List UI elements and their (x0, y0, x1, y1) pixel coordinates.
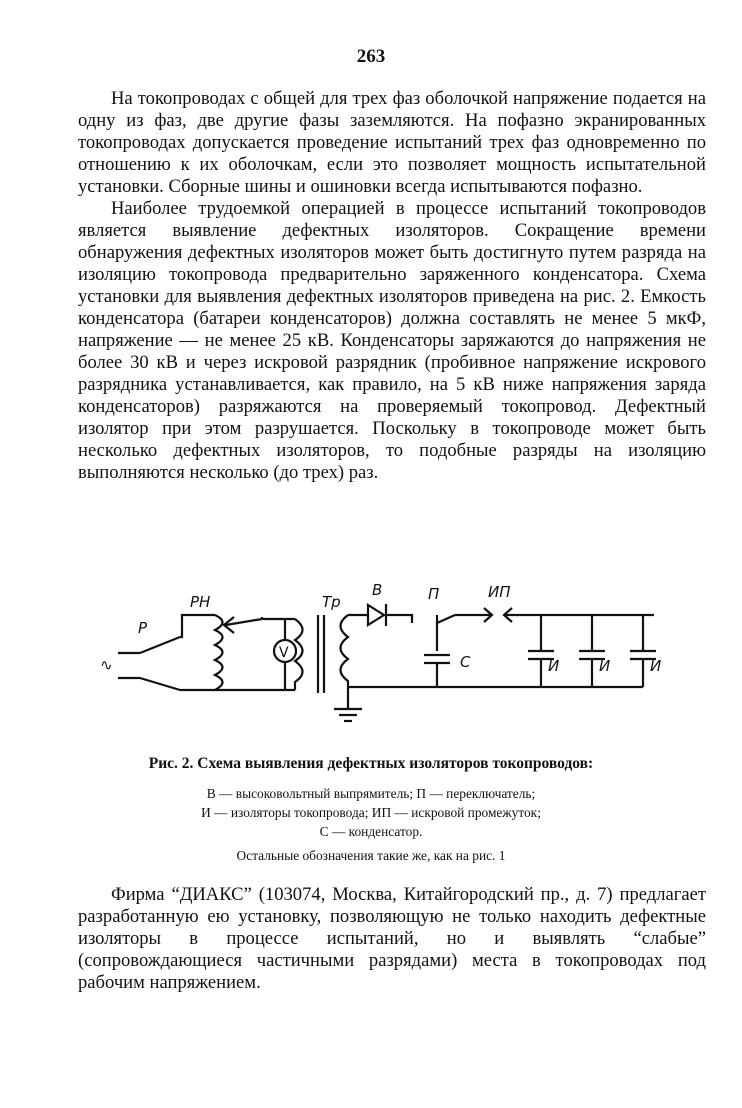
rectifier-diode (368, 605, 384, 625)
figure-caption-title: Рис. 2. Схема выявления дефектных изоляторов токопроводов: (148, 755, 594, 772)
paragraph: Наиболее трудоемкой операцией в процессе испытаний токопроводов является выявление дефектных изоляторов. Сокращение времени обнаружения дефектных изоляторов может быть достигнуто путем разряда на изоляцию токопровода предварительно заряженного конденсатора. Схема установки для выявления дефектных изоляторов приведена на рис. 2. Емкость конденсатора (батареи конденсаторов) должна составлять не менее 5 мкФ, напряжение — не менее 25 кВ. Конденсаторы заряжаются до напряжения не более 30 кВ и через искровой разрядник (пробивное напряжение искрового разрядника устанавливается, как правило, на 5 кВ ниже напряжения заряда конденсаторов) разряжаются на проверяемый токопровод. Дефектный изолятор при этом разрушается. Поскольку в токопроводе может быть несколько дефектных изоляторов, то подобные разряды на изоляцию выполняются несколько (до трех) раз. (78, 198, 706, 483)
wire (386, 615, 412, 623)
commutator-label: П (428, 585, 440, 603)
spark-gap-label: ИП (488, 583, 511, 601)
switch-label: Р (138, 619, 148, 637)
regulator-coil (215, 615, 223, 690)
body-text-top (78, 88, 706, 484)
paragraph: На токопроводах с общей для трех фаз оболочкой напряжение подается на одну из фаз, две другие фазы заземляются. На пофазно экранированных токопроводах допускается проведение испытаний трех фаз одновременно по отношению к их оболочкам, если это позволяет мощность испытательной установки. Сборные шины и ошиновки всегда испытываются пофазно. (78, 88, 706, 197)
transformer-label: Тр (322, 593, 341, 611)
insulator-3-label: И (650, 657, 662, 675)
transformer-secondary (341, 615, 349, 687)
page-number: 263 (356, 46, 386, 67)
circuit-svg (0, 575, 742, 755)
rectifier-label: В (372, 581, 383, 599)
insulator-1 (528, 615, 554, 687)
insulator-2 (579, 615, 605, 687)
insulator-1-label: И (548, 657, 560, 675)
voltmeter-label: V (279, 645, 289, 661)
figure-legend-line: В — высоковольтный выпрямитель; П — переключатель; (206, 786, 536, 801)
switch-blade (140, 637, 180, 653)
ac-source-symbol: ∿ (100, 656, 113, 674)
insulator-2-label: И (599, 657, 611, 675)
figure-note: Остальные обозначения такие же, как на рис. 1 (236, 848, 506, 863)
switch-blade (140, 678, 180, 690)
paragraph: Фирма “ДИАКС” (103074, Москва, Китайгородский пр., д. 7) предлагает разработанную ею установку, позволяющую не только находить дефектные изоляторы в процессе испытаний, но и выявлять “слабые” (сопровождающиеся частичными разрядами) места в токопроводах под рабочим напряжением. (78, 884, 706, 993)
insulator-3 (630, 615, 656, 687)
figure-legend-line: И — изоляторы токопровода; ИП — искровой промежуток; (201, 805, 541, 820)
body-text-bottom (78, 884, 706, 994)
commutator-blade (437, 615, 455, 623)
figure-legend-line: С — конденсатор. (319, 824, 423, 839)
wire (180, 615, 215, 637)
regulator-label: РН (190, 593, 211, 611)
capacitor-label: С (460, 653, 471, 671)
